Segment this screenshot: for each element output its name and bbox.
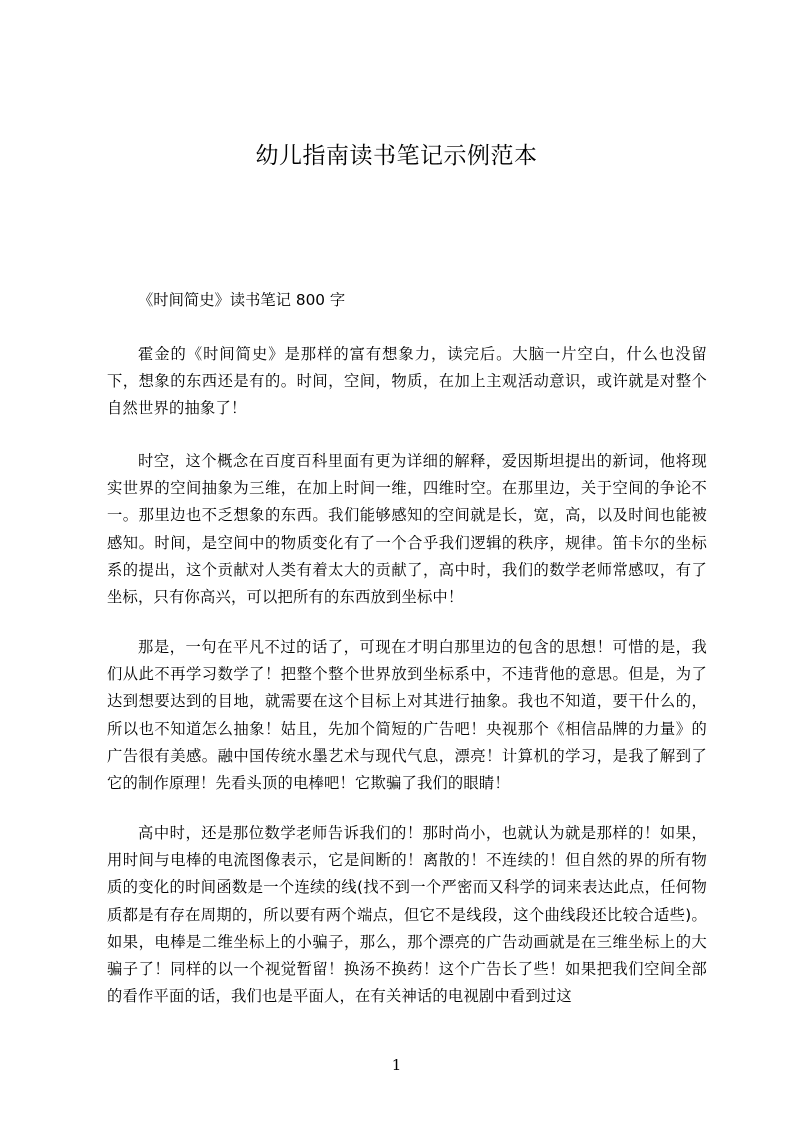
paragraph-2: 时空，这个概念在百度百科里面有更为详细的解释，爱因斯坦提出的新词，他将现实世界的空间抽象为三维，在加上时间一维，四维时空。在那里边，关于空间的争论不一。那里边也不乏想象的东西。我们能够感知的空间就是长，宽，高，以及时间也能被感知。时间，是空间中的物质变化有了一个合乎我们逻辑的秩序，规律。笛卡尔的坐标系的提出，这个贡献对人类有着太大的贡献了，高中时，我们的数学老师常感叹，有了坐标，只有你高兴，可以把所有的东西放到坐标中！ [107,452,707,607]
paragraph-1: 霍金的《时间简史》是那样的富有想象力，读完后。大脑一片空白，什么也没留下，想象的东西还是有的。时间，空间，物质，在加上主观活动意识，或许就是对整个自然世界的抽象了！ [107,345,707,418]
paragraph-4: 高中时，还是那位数学老师告诉我们的！那时尚小，也就认为就是那样的！如果，用时间与电棒的电流图像表示，它是间断的！离散的！不连续的！但自然的界的所有物质的变化的时间函数是一个连续的线(找不到一个严密而又科学的词来表达此点，任何物质都是有存在周期的，所以要有两个端点，但它不是线段，这个曲线段还比较合适些)。如果，电棒是二维坐标上的小骗子，那么，那个漂亮的广告动画就是在三维坐标上的大骗子了！同样的以一个视觉暂留！换汤不换药！这个广告长了些！如果把我们空间全部的看作平面的话，我们也是平面人，在有关神话的电视剧中看到过这 [107,824,707,1006]
essay-heading: 《时间简史》读书笔记 800 字 [138,291,346,309]
document-title: 幼儿指南读书笔记示例范本 [255,143,538,169]
paragraph-3: 那是，一句在平凡不过的话了，可现在才明白那里边的包含的思想！可惜的是，我们从此不再学习数学了！把整个整个世界放到坐标系中，不违背他的意思。但是，为了达到想要达到的目地，就需要在这个目标上对其进行抽象。我也不知道，要干什么的，所以也不知道怎么抽象！姑且，先加个简短的广告吧！央视那个《相信品牌的力量》的广告很有美感。融中国传统水墨艺术与现代气息，漂亮！计算机的学习，是我了解到了它的制作原理！先看头顶的电棒吧！它欺骗了我们的眼睛！ [107,638,707,793]
page-number: 1 [391,1056,402,1074]
